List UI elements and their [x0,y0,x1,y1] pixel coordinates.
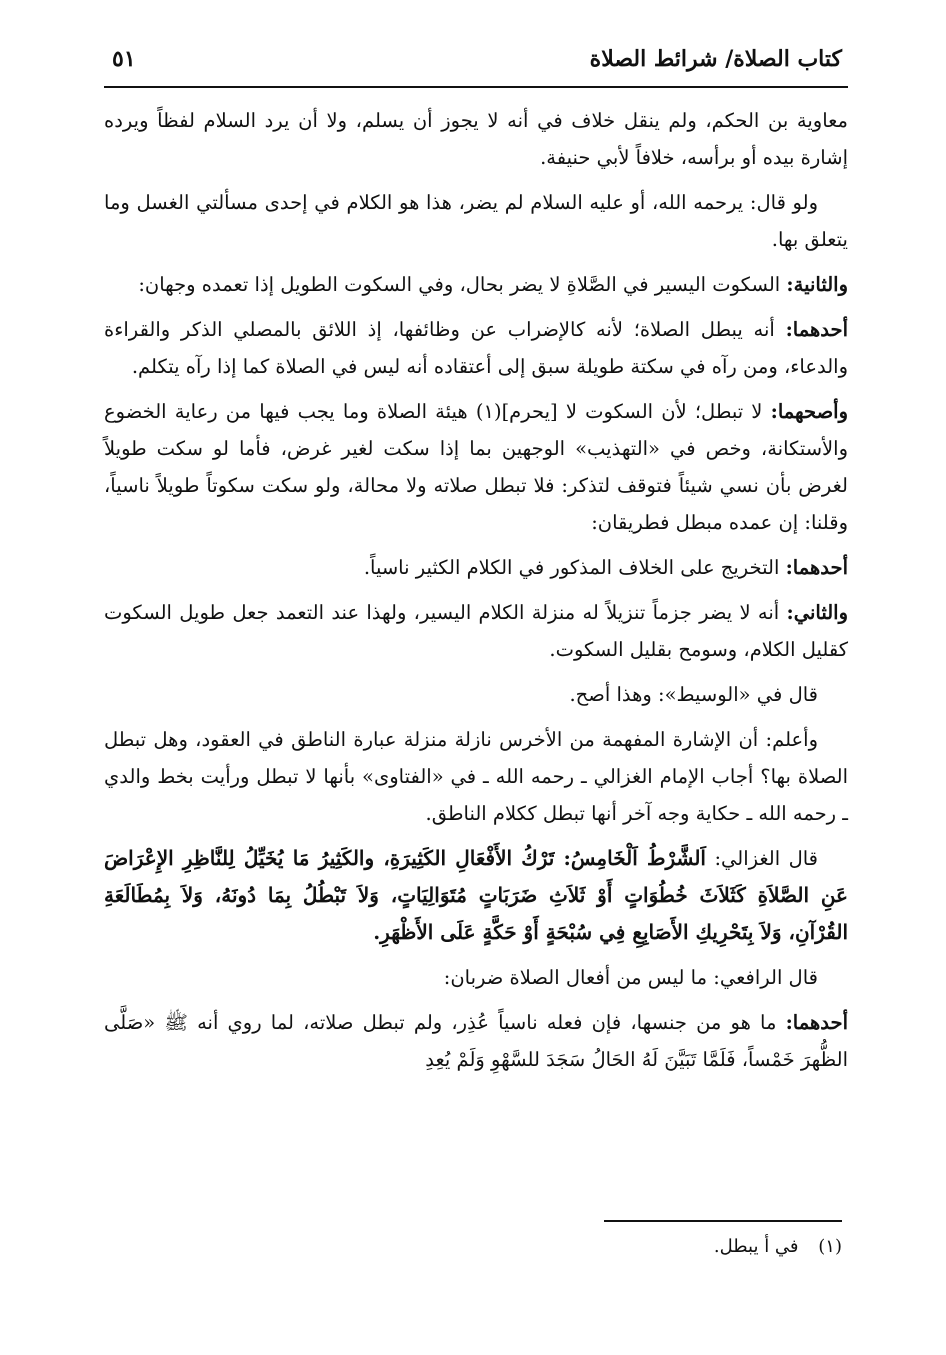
footnote-number: (١) [818,1236,842,1257]
paragraph-text: السكوت اليسير في الصَّلاةِ لا يضر بحال، وفي السكوت الطويل إذا تعمده وجهان: [138,273,781,296]
running-title: كتاب الصلاة/ شرائط الصلاة [589,46,842,72]
paragraph [104,102,848,176]
paragraph [104,311,848,385]
paragraph [104,184,848,258]
paragraph-lead: والثاني: [786,601,849,624]
paragraph-text: قال في «الوسيط»: وهذا أصح. [569,683,818,706]
header-rule [104,86,848,88]
paragraph-lead: قال الغزالي: [714,847,819,870]
paragraph [104,266,848,303]
paragraph-text: ما هو من جنسها، فإن فعله ناسياً عُذِر، ولم تبطل صلاته، لما روي أنه ﷺ «صَلَّى الظُّهرَ خَمْساً، فَلَمَّا تَبَيَّنَ لَهُ الحَالُ سَجَدَ للسَّهْوِ وَلَمْ يُعِدِ [104,1011,848,1071]
paragraph-text: أنه يبطل الصلاة؛ لأنه كالإضراب عن وظائفها، إذ اللائق بالمصلي الذكر والقراءة والدعاء، ومن رآه في سكتة طويلة سبق إلى أعتقاده أنه ليس في الصلاة كما إذا رآه يتكلم. [104,318,848,378]
paragraph-text: قال الرافعي: ما ليس من أفعال الصلاة ضربان: [443,966,818,989]
paragraph-text: معاوية بن الحكم، ولم ينقل خلاف في أنه لا يجوز أن يسلم، ولا أن يرد السلام لفظاً ويرده إشارة بيده أو برأسه، خلافاً لأبي حنيفة. [104,109,848,169]
paragraph-text: التخريج على الخلاف المذكور في الكلام الكثير ناسياً. [363,556,780,579]
paragraph-lead: أحدهما: [785,1011,848,1034]
paragraph [104,959,848,996]
footnote-text: في أ يبطل. [713,1236,799,1257]
paragraph [104,676,848,713]
page-number: ٥١ [112,46,136,72]
paragraph [104,840,848,951]
paragraph [104,549,848,586]
paragraph-lead: والثانية: [786,273,848,296]
main-text [104,102,848,1086]
paragraph-lead: وأصحهما: [770,400,849,423]
footnote-rule [604,1220,842,1222]
paragraph [104,393,848,541]
paragraph-text: لا تبطل؛ لأن السكوت لا [يحرم](١) هيئة الصلاة وما يجب فيها من رعاية الخضوع والأستكانة، وخص في «التهذيب» الوجهين بما إذا سكت لغير غرض، فأما لو سكت طويلاً لغرض بأن نسي شيئاً فتوقف لتذكر: فلا تبطل صلاته ولا محالة، ولو سكت سكوتاً طويلاً ناسياً، وقلنا: إن عمده مبطل فطريقان: [104,400,848,534]
paragraph [104,1004,848,1078]
paragraph-lead: أحدهما: [785,318,848,341]
paragraph-lead: أحدهما: [785,556,848,579]
footnote [104,1232,842,1262]
paragraph [104,721,848,832]
paragraph [104,594,848,668]
quoted-matn: اَلشَّرْطُ اَلْخَامِسُ: تَرْكُ الأَفْعَالِ الكَثِيرَةِ، والكَثِيرُ مَا يُخَيِّلُ لِلنَّاظِرِ الإِعْرَاضَ عَنِ الصَّلاَةِ كَثَلاَثَ خُطُوَاتٍ أَوْ ثَلاَثِ ضَرَبَاتٍ مُتَوَالِيَاتٍ، وَلاَ تَبْطُلُ بِمَا دُونَهُ، وَلاَ بِمُطَالَعَةِ القُرْآنِ، وَلاَ بِتَحْرِيكِ الأَصَابِعِ فِي سُبْحَةٍ أَوْ حَكَّةٍ عَلَى الأَظْهَرِ. [104,846,848,944]
paragraph-text: وأعلم: أن الإشارة المفهمة من الأخرس نازلة منزلة عبارة الناطق في العقود، وهل تبطل الصلاة بها؟ أجاب الإمام الغزالي ـ رحمه الله ـ في «الفتاوى» بأنها لا تبطل ورأيت بخط والدي ـ رحمه الله ـ حكاية وجه آخر أنها تبطل ككلام الناطق. [104,728,848,825]
page-header [112,42,842,76]
paragraph-text: أنه لا يضر جزماً تنزيلاً له منزلة الكلام اليسير، ولهذا عند التعمد جعل طويل السكوت كقليل الكلام، وسومح بقليل السكوت. [104,601,848,661]
paragraph-text: ولو قال: يرحمه الله، أو عليه السلام لم يضر، هذا هو الكلام في إحدى مسألتي الغسل وما يتعلق بها. [104,191,848,251]
